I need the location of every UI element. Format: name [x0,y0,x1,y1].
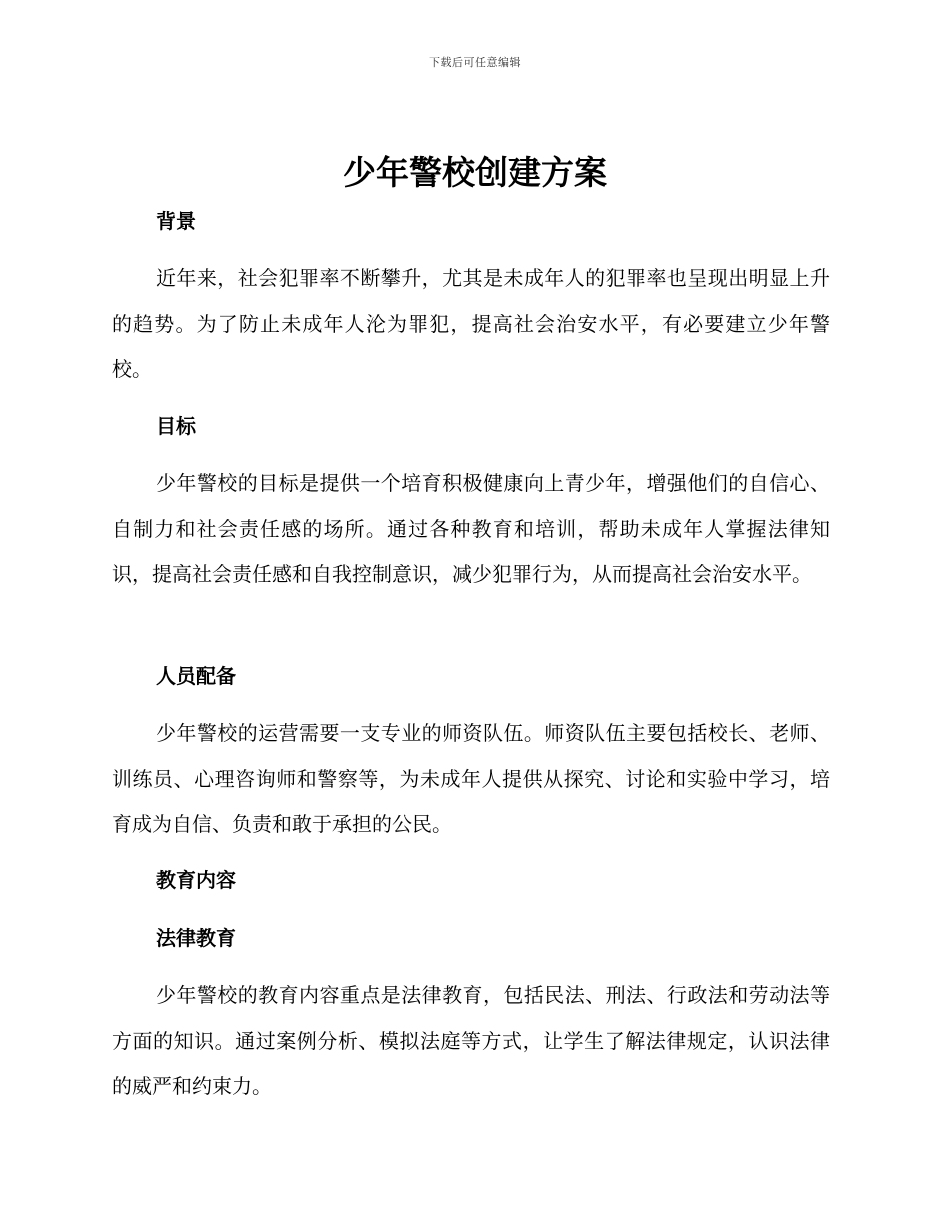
section-heading-staffing: 人员配备 [156,664,236,688]
document-title: 少年警校创建方案 [343,153,607,192]
section-paragraph-legal-education: 少年警校的教育内容重点是法律教育，包括民法、刑法、行政法和劳动法等方面的知识。通过案例分析、模拟法庭等方式，让学生了解法律规定，认识法律的威严和约束力。 [112,983,830,1098]
header-note: 下载后可任意编辑 [429,56,521,69]
section-paragraph-staffing: 少年警校的运营需要一支专业的师资队伍。师资队伍主要包括校长、老师、训练员、心理咨询师和警察等，为未成年人提供从探究、讨论和实验中学习，培育成为自信、负责和敢于承担的公民。 [112,721,830,836]
section-paragraph-background: 近年来，社会犯罪率不断攀升，尤其是未成年人的犯罪率也呈现出明显上升的趋势。为了防止未成年人沦为罪犯，提高社会治安水平，有必要建立少年警校。 [112,266,830,381]
section-paragraph-goal: 少年警校的目标是提供一个培育积极健康向上青少年，增强他们的自信心、自制力和社会责任感的场所。通过各种教育和培训，帮助未成年人掌握法律知识，提高社会责任感和自我控制意识，减少犯罪行为，从而提高社会治安水平。 [112,471,830,586]
section-heading-background: 背景 [156,209,196,233]
section-heading-goal: 目标 [156,414,196,438]
section-heading-education-content: 教育内容 [156,868,236,892]
section-heading-legal-education: 法律教育 [156,926,236,950]
